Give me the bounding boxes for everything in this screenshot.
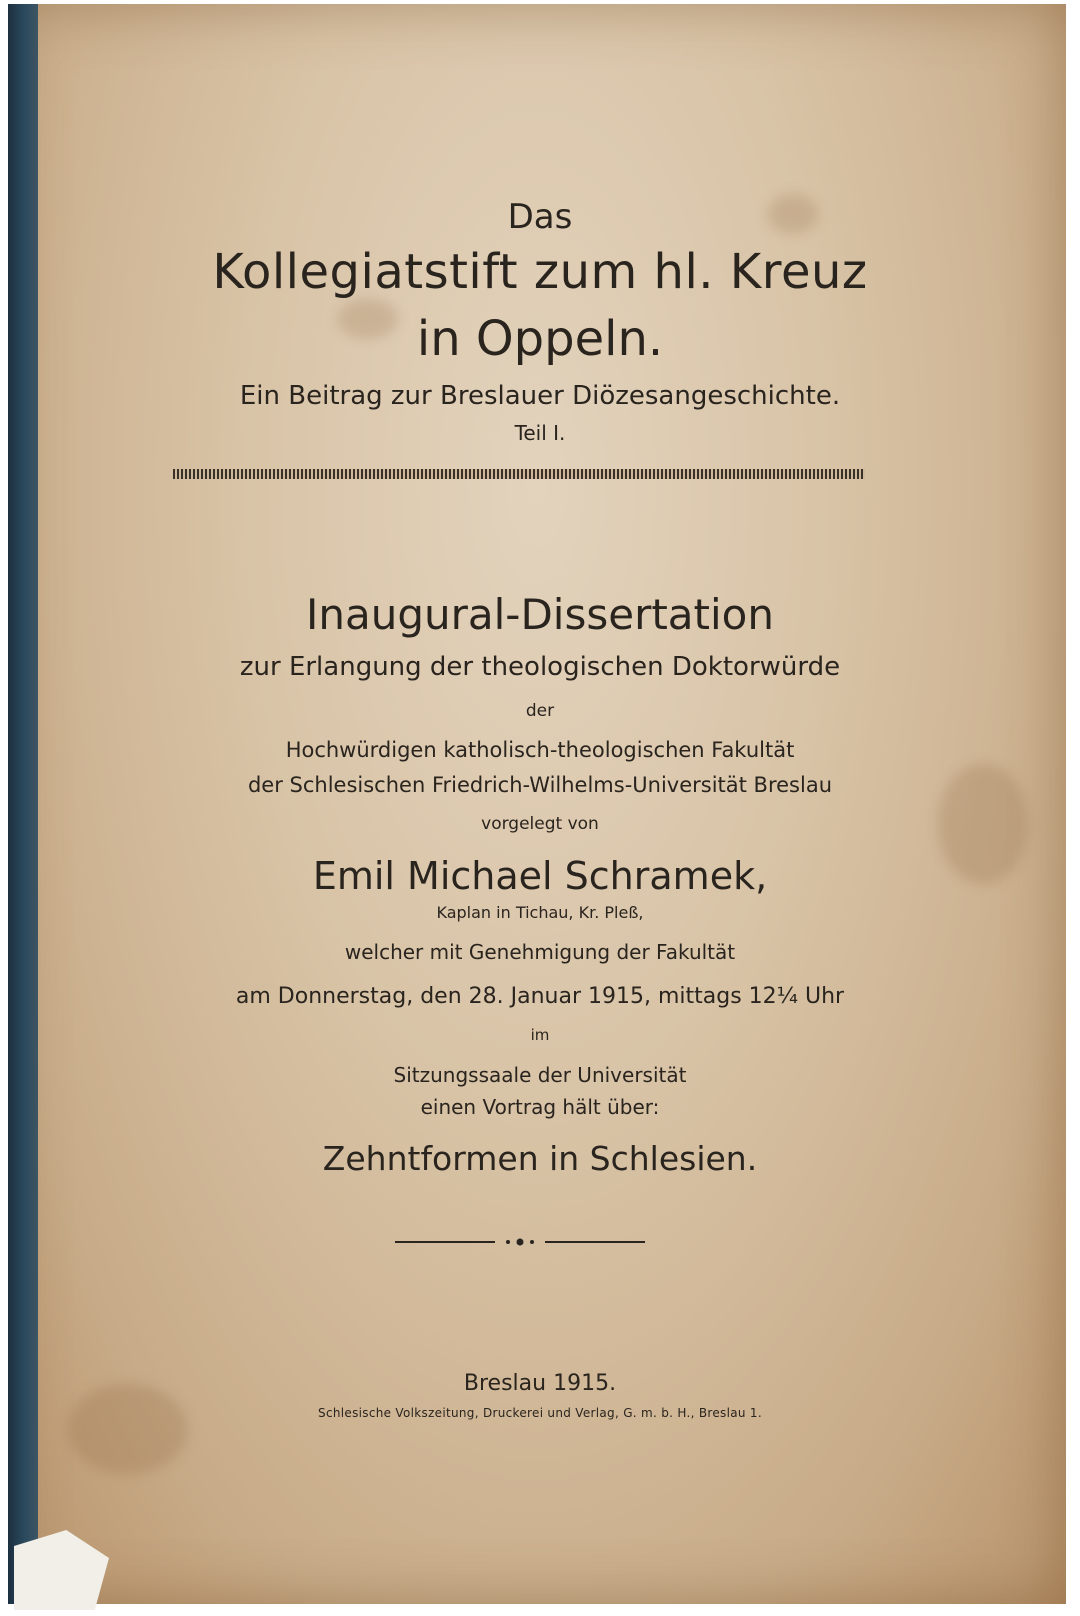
ornament-divider <box>395 1236 645 1248</box>
submitted-by: vorgelegt von <box>481 814 599 834</box>
binding-spine <box>8 4 38 1604</box>
imprint-printer: Schlesische Volkszeitung, Druckerei und Verlag, G. m. b. H., Breslau 1. <box>318 1406 762 1420</box>
title-part: Teil I. <box>514 421 566 445</box>
lecture-date: am Donnerstag, den 28. Januar 1915, mittags 12¼ Uhr <box>235 984 845 1009</box>
faculty-line-1: Hochwürdigen katholisch-theologischen Fakultät <box>285 738 795 762</box>
dissertation-der: der <box>525 701 555 721</box>
title-line-das: Das <box>507 197 573 237</box>
stain <box>68 1384 188 1474</box>
lecture-action: einen Vortrag hält über: <box>420 1095 660 1119</box>
lecture-permission: welcher mit Genehmigung der Fakultät <box>344 940 736 964</box>
lecture-topic: Zehntformen in Schlesien. <box>322 1139 758 1178</box>
lecture-venue: Sitzungssaale der Universität <box>393 1063 687 1087</box>
faculty-line-2: der Schlesischen Friedrich-Wilhelms-Universität Breslau <box>247 773 833 797</box>
title-main: Kollegiatstift zum hl. Kreuz <box>212 244 868 300</box>
hatched-divider <box>173 469 865 479</box>
dissertation-purpose: zur Erlangung der theologischen Doktorwürde <box>239 652 841 682</box>
author-position: Kaplan in Tichau, Kr. Pleß, <box>436 903 644 922</box>
dissertation-heading: Inaugural-Dissertation <box>305 590 774 639</box>
author-name: Emil Michael Schramek, <box>312 854 768 898</box>
imprint-place-year: Breslau 1915. <box>463 1371 617 1396</box>
title-place: in Oppeln. <box>416 311 664 367</box>
title-subtitle: Ein Beitrag zur Breslauer Diözesangeschichte. <box>239 381 841 411</box>
lecture-im: im <box>530 1026 550 1044</box>
